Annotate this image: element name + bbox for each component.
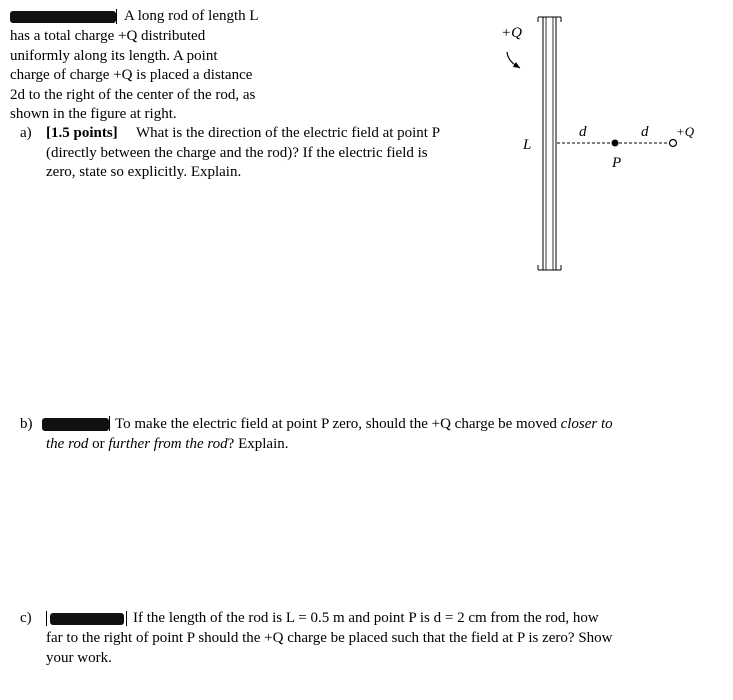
part-a-label: a) bbox=[20, 125, 32, 141]
rod-charge-label: +Q bbox=[501, 25, 522, 41]
part-b-further: further from the rod bbox=[108, 436, 228, 452]
part-b-label: b) bbox=[20, 416, 33, 432]
part-c-line-3: your work. bbox=[46, 650, 112, 666]
rod bbox=[543, 17, 556, 270]
intro-line-2: has a total charge +Q distributed bbox=[10, 28, 206, 44]
part-b-or: or bbox=[92, 436, 105, 452]
part-c-label: c) bbox=[20, 610, 32, 626]
part-b-explain: ? Explain. bbox=[227, 436, 289, 452]
redaction-bar-edge bbox=[116, 9, 117, 24]
part-c-line-2: far to the right of point P should the +Q charge be placed such that the field at P is zero? Show bbox=[46, 630, 613, 646]
point-charge-circle bbox=[670, 140, 677, 147]
redacted-points-b bbox=[42, 418, 109, 431]
point-p-dot bbox=[612, 140, 619, 147]
part-a-line-2: (directly between the charge and the rod)? If the electric field is bbox=[46, 145, 428, 161]
intro-line-3: uniformly along its length. A point bbox=[10, 48, 218, 64]
point-p-label: P bbox=[612, 155, 622, 171]
part-b-the-rod: the rod bbox=[46, 436, 89, 452]
part-b-text-1: To make the electric field at point P zero, should the +Q charge be moved bbox=[115, 416, 557, 432]
part-a-line-3: zero, state so explicitly. Explain. bbox=[46, 164, 242, 180]
intro-line-5: 2d to the right of the center of the rod, as bbox=[10, 87, 256, 103]
intro-line-1: A long rod of length L bbox=[124, 8, 259, 24]
redacted-name bbox=[10, 11, 116, 23]
part-a-points: [1.5 points] bbox=[46, 125, 118, 141]
distance-d-left: d bbox=[579, 124, 587, 140]
rod-length-label: L bbox=[523, 137, 532, 153]
redaction-bar-edge-b bbox=[109, 416, 110, 431]
rod-and-charge-figure bbox=[480, 0, 733, 290]
distance-d-right: d bbox=[641, 124, 649, 140]
intro-line-6: shown in the figure at right. bbox=[10, 106, 177, 122]
part-b-closer: closer to bbox=[560, 416, 613, 432]
redaction-bar-edge-c bbox=[126, 611, 127, 626]
redacted-points-c bbox=[50, 613, 124, 625]
part-b-line-1 bbox=[115, 415, 613, 435]
intro-line-4: charge of charge +Q is placed a distance bbox=[10, 67, 253, 83]
part-c-line-1: If the length of the rod is L = 0.5 m and point P is d = 2 cm from the rod, how bbox=[133, 610, 599, 626]
part-c-open-bracket bbox=[46, 611, 47, 626]
point-charge-label: +Q bbox=[676, 124, 695, 139]
part-a-line-1: What is the direction of the electric field at point P bbox=[136, 125, 441, 141]
part-b-line-2 bbox=[46, 435, 289, 455]
